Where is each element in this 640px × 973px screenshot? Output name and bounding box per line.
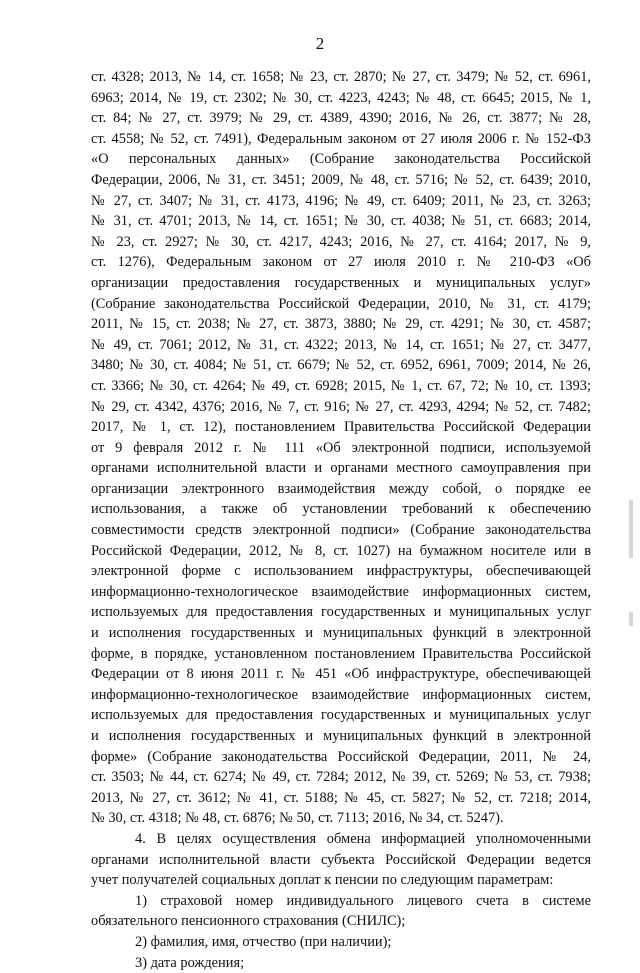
text-line: ст. 4328; 2013, № 14, ст. 1658; № 23, ст. 2870; № 27, ст. 3479; № 52, ст. 6961,: [91, 69, 591, 85]
text-line: № 27, ст. 3407; № 31, ст. 4173, 4196; № 49, ст. 6409; 2011, № 23, ст. 3263;: [91, 192, 591, 209]
scan-edge-mark: [629, 612, 633, 626]
text-line: используемых для предоставления государственных и муниципальных услуг: [91, 707, 591, 724]
text-line: и исполнения государственных и муниципальных функций в электронной: [91, 728, 591, 744]
text-line: форме» (Собрание законодательства Российской Федерации, 2011, № 24,: [91, 748, 591, 765]
text-line: 3) дата рождения;: [135, 954, 245, 971]
text-line: обязательного пенсионного страхования (СНИЛС);: [91, 913, 406, 930]
text-line: органами исполнительной власти субъекта Российской Федерации ведется: [91, 851, 591, 868]
text-line: ст. 1276), Федеральным законом от 27 июля 2010 г. № 210-ФЗ «Об: [91, 254, 591, 271]
scan-edge-mark: [629, 500, 633, 558]
text-line: и исполнения государственных и муниципальных функций в электронной: [91, 625, 591, 642]
text-line: от 9 февраля 2012 г. № 111 «Об электронной подписи, используемой: [91, 439, 591, 456]
text-line: № 29, ст. 4342, 4376; 2016, № 7, ст. 916; № 27, ст. 4293, 4294; № 52, ст. 7482;: [91, 398, 591, 415]
text-line: информационно-технологическое взаимодействие информационных систем,: [91, 583, 591, 600]
text-line: № 49, ст. 7061; 2012, № 31, ст. 4322; 2013, № 14, ст. 1651; № 27, ст. 3477,: [91, 336, 591, 353]
text-line: 3480; № 30, ст. 4084; № 51, ст. 6679; № 52, ст. 6952, 6961, 7009; 2014, № 26,: [91, 357, 591, 374]
text-line: № 23, ст. 2927; № 30, ст. 4217, 4243; 2016, № 27, ст. 4164; 2017, № 9,: [91, 233, 591, 250]
page-number: 2: [315, 34, 325, 53]
text-line: 6963; 2014, № 19, ст. 2302; № 30, ст. 4223, 4243; № 48, ст. 6645; 2015, № 1,: [91, 89, 591, 106]
text-line: совместимости средств электронной подписи» (Собрание законодательства: [91, 522, 591, 539]
text-line: Российской Федерации, 2012, № 8, ст. 1027) на бумажном носителе или в: [91, 542, 591, 559]
text-line: использования, а также об установлении требований к обеспечению: [91, 501, 591, 518]
text-line: информационно-технологическое взаимодействие информационных систем,: [91, 686, 591, 703]
text-line: ст. 3503; № 44, ст. 6274; № 49, ст. 7284; 2012, № 39, ст. 5269; № 53, ст. 7938;: [91, 769, 591, 786]
text-line: ст. 84; № 27, ст. 3979; № 29, ст. 4389, 4390; 2016, № 26, ст. 3877; № 28,: [91, 110, 591, 127]
document-body: [91, 67, 591, 973]
text-line: ст. 4558; № 52, ст. 7491), Федеральным законом от 27 июля 2006 г. № 152-ФЗ: [91, 130, 591, 147]
text-line: 2) фамилия, имя, отчество (при наличии);: [135, 933, 392, 950]
text-line: Федерации от 8 июня 2011 г. № 451 «Об инфраструктуре, обеспечивающей: [91, 666, 591, 683]
text-line: форме, в порядке, установленном постановлением Правительства Российской: [91, 645, 591, 662]
text-line: «О персональных данных» (Собрание законодательства Российской: [91, 151, 591, 168]
text-line: 4. В целях осуществления обмена информацией уполномоченными: [135, 830, 591, 847]
text-line: 2011, № 15, ст. 2038; № 27, ст. 3873, 3880; № 29, ст. 4291; № 30, ст. 4587;: [91, 316, 591, 333]
text-line: организации предоставления государственных и муниципальных услуг»: [91, 274, 591, 291]
text-line: № 31, ст. 4701; 2013, № 14, ст. 1651; № 30, ст. 4038; № 51, ст. 6683; 2014,: [91, 213, 591, 230]
text-line: организации электронного взаимодействия между собой, о порядке ее: [91, 480, 591, 497]
text-line: (Собрание законодательства Российской Федерации, 2010, № 31, ст. 4179;: [91, 295, 591, 312]
text-line: 1) страховой номер индивидуального лицевого счета в системе: [135, 892, 591, 909]
text-line: учет получателей социальных доплат к пенсии по следующим параметрам:: [91, 872, 554, 889]
text-line: 2017, № 1, ст. 12), постановлением Правительства Российской Федерации: [91, 419, 591, 436]
text-line: электронной форме с использованием инфраструктуры, обеспечивающей: [91, 563, 591, 580]
text-line: № 30, ст. 4318; № 48, ст. 6876; № 50, ст. 7113; 2016, № 34, ст. 5247).: [91, 810, 504, 827]
text-line: Федерации, 2006, № 31, ст. 3451; 2009, № 48, ст. 5716; № 52, ст. 6439; 2010,: [91, 171, 591, 188]
text-line: 2013, № 27, ст. 3612; № 41, ст. 5188; № 45, ст. 5827; № 52, ст. 7218; 2014,: [91, 789, 591, 806]
text-line: используемых для предоставления государственных и муниципальных услуг: [91, 604, 591, 621]
text-line: ст. 3366; № 30, ст. 4264; № 49, ст. 6928; 2015, № 1, ст. 67, 72; № 10, ст. 1393;: [91, 377, 591, 394]
text-line: органами исполнительной власти и органами местного самоуправления при: [91, 460, 591, 477]
